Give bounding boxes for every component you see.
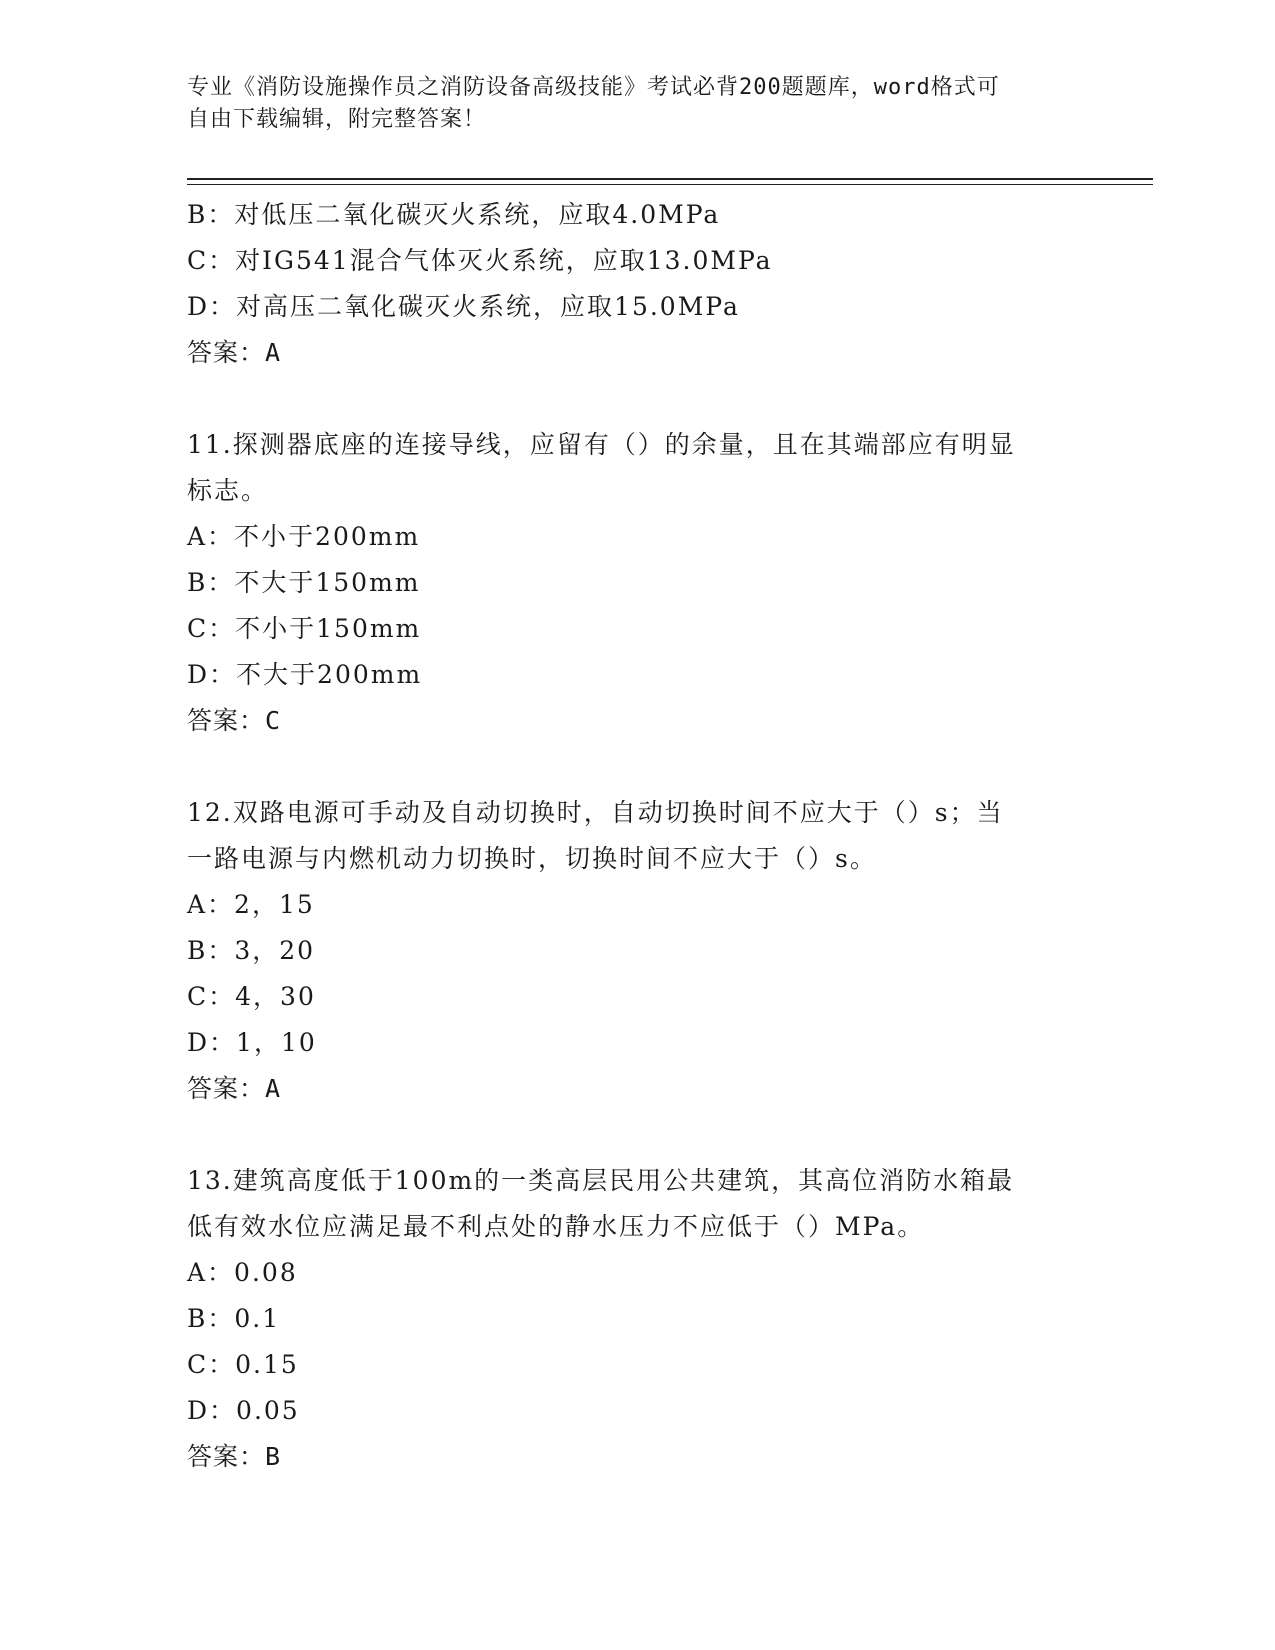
option-d: D：0.05 [187, 1396, 300, 1425]
option-b: B：对低压二氧化碳灭火系统，应取4.0MPa [187, 200, 721, 229]
header-line-2: 自由下载编辑，附完整答案！ [187, 107, 487, 132]
option-d: D：1，10 [187, 1028, 317, 1057]
question-text-line-1: 12.双路电源可手动及自动切换时，自动切换时间不应大于（）s；当 [187, 798, 1004, 827]
spacer [187, 744, 1087, 790]
option-c: C：4，30 [187, 982, 316, 1011]
option-c: C：0.15 [187, 1350, 299, 1379]
option-c: C：对IG541混合气体灭火系统，应取13.0MPa [187, 246, 773, 275]
option-b: B：0.1 [187, 1304, 281, 1333]
option-a: A：2，15 [187, 890, 315, 919]
question-text-line-1: 13.建筑高度低于100m的一类高层民用公共建筑，其高位消防水箱最 [187, 1166, 1015, 1195]
answer-line: 答案：B [187, 1442, 282, 1471]
option-a: A：0.08 [187, 1258, 298, 1287]
header-line-1: 专业《消防设施操作员之消防设备高级技能》考试必背200题题库，word格式可 [187, 75, 1000, 100]
header-divider-thin [187, 184, 1153, 185]
question-text-line-2: 一路电源与内燃机动力切换时，切换时间不应大于（）s。 [187, 844, 877, 873]
option-b: B：3，20 [187, 936, 316, 965]
option-c: C：不小于150mm [187, 614, 422, 643]
question-text-line-2: 标志。 [187, 476, 269, 505]
spacer [187, 376, 1087, 422]
question-text-line-1: 11.探测器底座的连接导线，应留有（）的余量，且在其端部应有明显 [187, 430, 1016, 459]
option-d: D：不大于200mm [187, 660, 423, 689]
document-header [187, 72, 1087, 136]
answer-line: 答案：A [187, 338, 282, 367]
spacer [187, 1112, 1087, 1158]
answer-line: 答案：C [187, 706, 282, 735]
question-13 [187, 1158, 1087, 1480]
question-12 [187, 790, 1087, 1112]
question-text-line-2: 低有效水位应满足最不利点处的静水压力不应低于（）MPa。 [187, 1212, 925, 1241]
option-d: D：对高压二氧化碳灭火系统，应取15.0MPa [187, 292, 740, 321]
previous-question-tail [187, 192, 1087, 376]
question-11 [187, 422, 1087, 744]
header-divider-thick [187, 178, 1153, 180]
question-list [187, 192, 1087, 1480]
option-a: A：不小于200mm [187, 522, 421, 551]
option-b: B：不大于150mm [187, 568, 421, 597]
answer-line: 答案：A [187, 1074, 282, 1103]
